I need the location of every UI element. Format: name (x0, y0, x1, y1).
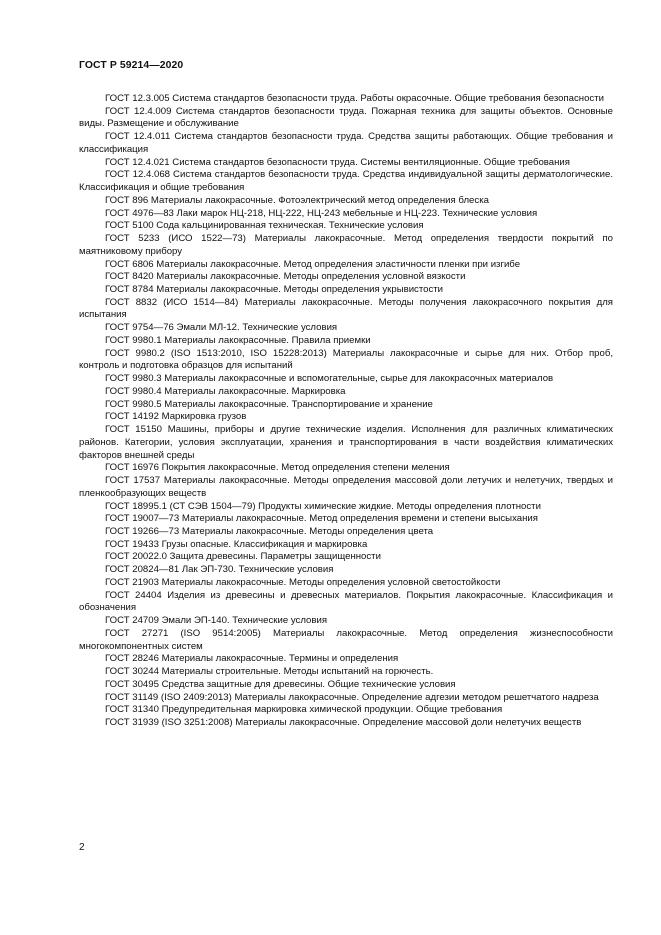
reference-item: ГОСТ 19266—73 Материалы лакокрасочные. Методы определения цвета (105, 525, 434, 537)
reference-item: ГОСТ 12.3.005 Система стандартов безопасности труда. Работы окрасочные. Общие требования безопасности (105, 93, 604, 104)
reference-item: ГОСТ 16976 Покрытия лакокрасочные. Метод определения степени меления (105, 462, 450, 474)
reference-item: ГОСТ 31149 (ISO 2409:2013) Материалы лакокрасочные. Определение адгезии методом решетчатого надреза (105, 691, 599, 703)
reference-item: ГОСТ 20824—81 Лак ЭП-730. Технические условия (105, 564, 334, 576)
reference-item: ГОСТ 8832 (ИСО 1514—84) Материалы лакокрасочные. Методы получения лакокрасочного покрытия для испытания (79, 296, 613, 321)
reference-item: ГОСТ 5100 Сода кальцинированная техническая. Технические условия (105, 220, 424, 232)
reference-item: ГОСТ 8420 Материалы лакокрасочные. Методы определения условной вязкости (105, 271, 466, 283)
reference-item: ГОСТ 6806 Материалы лакокрасочные. Метод определения эластичности пленки при изгибе (105, 258, 521, 270)
standard-header: ГОСТ Р 59214—2020 (79, 60, 184, 71)
reference-item: ГОСТ 12.4.021 Система стандартов безопасности труда. Системы вентиляционные. Общие требования (105, 156, 570, 168)
reference-item: ГОСТ 9980.2 (ISO 1513:2010, ISO 15228:2013) Материалы лакокрасочные и сырье для них. Отбор проб, контроль и подготовка образцов для испытаний (79, 347, 613, 372)
reference-item: ГОСТ 24404 Изделия из древесины и древесных материалов. Покрытия лакокрасочные. Классификация и обозначения (79, 589, 613, 614)
reference-item: ГОСТ 5233 (ИСО 1522—73) Материалы лакокрасочные. Метод определения твердости покрытий по маятниковому прибору (79, 233, 613, 257)
reference-item: ГОСТ 21903 Материалы лакокрасочные. Методы определения условной светостойкости (105, 576, 501, 588)
reference-item: ГОСТ 30244 Материалы строительные. Методы испытаний на горючесть. (105, 666, 434, 678)
reference-item: ГОСТ 19433 Грузы опасные. Классификация и маркировка (105, 538, 368, 550)
reference-item: ГОСТ 24709 Эмали ЭП-140. Технические условия (105, 615, 328, 627)
reference-item: ГОСТ 9980.4 Материалы лакокрасочные. Маркировка (105, 385, 346, 397)
reference-item: ГОСТ 12.4.011 Система стандартов безопасности труда. Средства защиты работающих. Общие требования и классификация (79, 131, 613, 155)
reference-item: ГОСТ 31340 Предупредительная маркировка химической продукции. Общие требования (105, 704, 503, 716)
reference-item: ГОСТ 17537 Материалы лакокрасочные. Методы определения массовой доли летучих и нелетучих, твердых и пленкообразующих веществ (79, 475, 613, 499)
reference-item: ГОСТ 8784 Материалы лакокрасочные. Методы определения укрывистости (105, 284, 444, 296)
normative-references-list (79, 93, 613, 730)
reference-item: ГОСТ 28246 Материалы лакокрасочные. Термины и определения (105, 653, 399, 665)
reference-item: ГОСТ 30495 Средства защитные для древесины. Общие технические условия (105, 678, 456, 690)
reference-item: ГОСТ 12.4.068 Система стандартов безопасности труда. Средства индивидуальной защиты дерматологические. Классификация и общие требования (79, 169, 613, 194)
page-number: 2 (79, 842, 85, 853)
reference-item: ГОСТ 9980.5 Материалы лакокрасочные. Транспортирование и хранение (105, 398, 433, 410)
reference-item: ГОСТ 19007—73 Материалы лакокрасочные. Метод определения времени и степени высыхания (105, 513, 538, 525)
reference-item: ГОСТ 15150 Машины, приборы и другие технические изделия. Исполнения для различных климатических районов. Категории, условия эксплуатации, хранения и транспортирования в части воздействия климатических факторов внешней среды (79, 424, 613, 461)
reference-item: ГОСТ 4976—83 Лаки марок НЦ-218, НЦ-222, НЦ-243 мебельные и НЦ-223. Технические условия (105, 207, 538, 219)
reference-item: ГОСТ 27271 (ISO 9514:2005) Материалы лакокрасочные. Метод определения жизнеспособности многокомпонентных систем (79, 627, 613, 652)
reference-item: ГОСТ 9754—76 Эмали МЛ-12. Технические условия (105, 322, 338, 334)
reference-item: ГОСТ 14192 Маркировка грузов (105, 411, 247, 423)
reference-item: ГОСТ 896 Материалы лакокрасочные. Фотоэлектрический метод определения блеска (105, 194, 489, 206)
reference-item: ГОСТ 12.4.009 Система стандартов безопасности труда. Пожарная техника для защиты объектов. Основные виды. Размещение и обслуживание (79, 105, 613, 130)
reference-item: ГОСТ 31939 (ISO 3251:2008) Материалы лакокрасочные. Определение массовой доли нелетучих веществ (105, 716, 582, 728)
reference-item: ГОСТ 9980.3 Материалы лакокрасочные и вспомогательные, сырье для лакокрасочных материалов (105, 373, 554, 385)
reference-item: ГОСТ 18995.1 (СТ СЭВ 1504—79) Продукты химические жидкие. Методы определения плотности (105, 500, 541, 512)
reference-item: ГОСТ 9980.1 Материалы лакокрасочные. Правила приемки (105, 334, 371, 346)
reference-item: ГОСТ 20022.0 Защита древесины. Параметры защищенности (105, 551, 381, 563)
